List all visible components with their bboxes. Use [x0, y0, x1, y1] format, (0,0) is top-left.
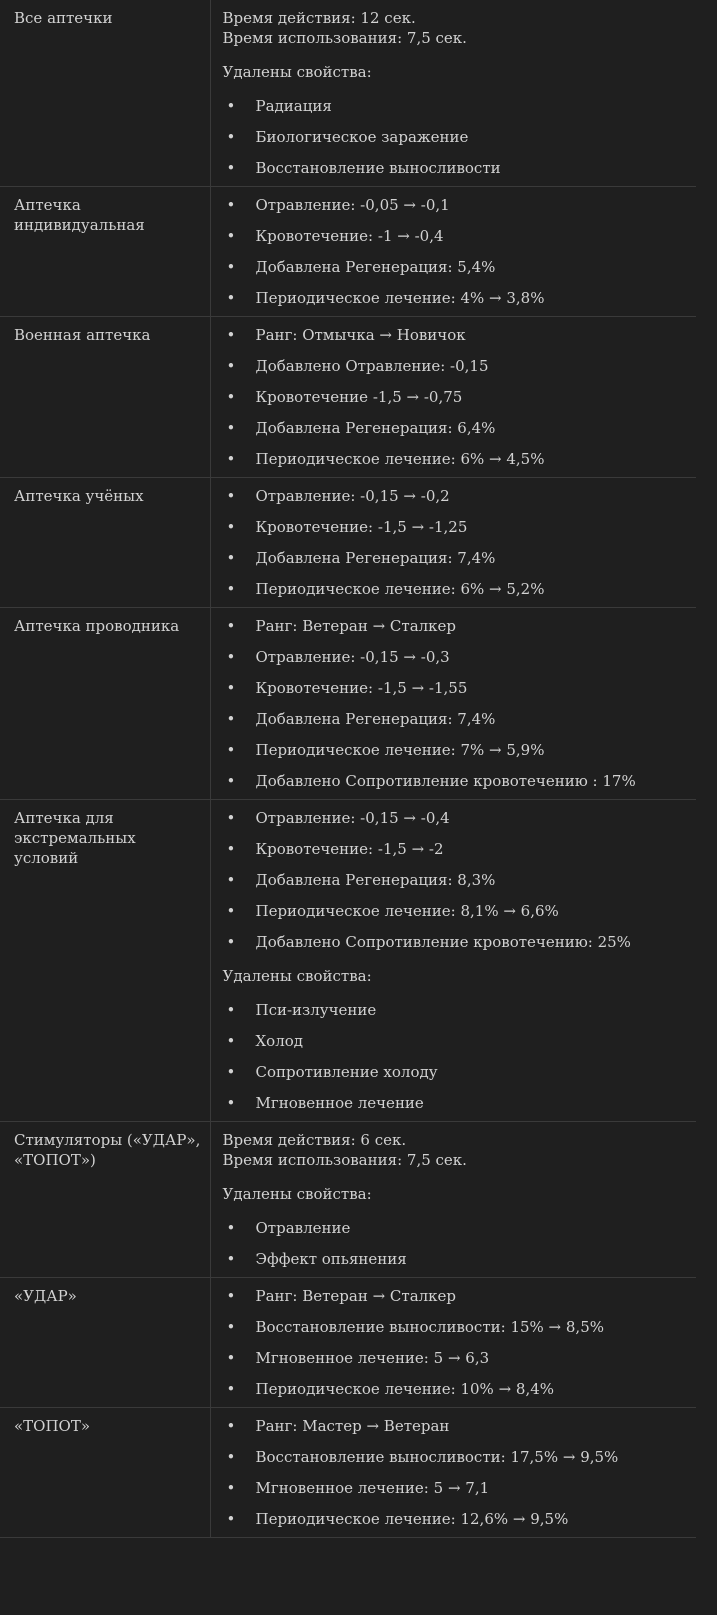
list-item: [223, 1416, 687, 1436]
item-name: Аптечка для экстремальных условий: [14, 809, 136, 867]
table-row: [0, 478, 696, 608]
bullet-icon: •: [226, 1001, 236, 1019]
list-item: [223, 517, 687, 537]
list-item: [223, 486, 687, 506]
item-name: Аптечка индивидуальная: [14, 196, 145, 234]
bullet-icon: •: [226, 1063, 236, 1081]
list-item: [223, 579, 687, 599]
list-item-text: Мгновенное лечение: 5 → 7,1: [255, 1479, 490, 1497]
bullet-icon: •: [226, 871, 236, 889]
changes-list: [223, 616, 687, 791]
bullet-icon: •: [226, 1380, 236, 1398]
bullet-icon: •: [226, 1250, 236, 1268]
list-item: [223, 418, 687, 438]
changes-list: [223, 1286, 687, 1399]
removed-label: Удалены свойства:: [222, 967, 372, 985]
item-name: «УДАР»: [14, 1287, 77, 1305]
list-item: [223, 709, 687, 729]
list-item-text: Кровотечение: -1,5 → -1,25: [255, 518, 468, 536]
bullet-icon: •: [226, 326, 236, 344]
list-item: [223, 808, 687, 828]
list-item-text: Отравление: -0,15 → -0,3: [255, 648, 450, 666]
list-item-text: Мгновенное лечение: [255, 1094, 424, 1112]
list-item: [223, 901, 687, 921]
bullet-icon: •: [226, 840, 236, 858]
table-row: [0, 1408, 696, 1538]
table-row: [0, 1278, 696, 1408]
bullet-icon: •: [226, 450, 236, 468]
list-item-text: Добавлено Отравление: -0,15: [255, 357, 489, 375]
list-item: [223, 870, 687, 890]
list-item: [223, 1000, 687, 1020]
bullet-icon: •: [226, 549, 236, 567]
bullet-icon: •: [226, 388, 236, 406]
list-item: [223, 1218, 687, 1238]
bullet-icon: •: [226, 710, 236, 728]
list-item-text: Восстановление выносливости: 17,5% → 9,5%: [255, 1448, 619, 1466]
list-item: [223, 1062, 687, 1082]
changes-cell: [210, 317, 696, 478]
table-row: [0, 1122, 696, 1278]
table-row: [0, 187, 696, 317]
changes-cell: [210, 800, 696, 1122]
list-item: [223, 1317, 687, 1337]
bullet-icon: •: [226, 487, 236, 505]
item-name-cell: [0, 478, 210, 608]
bullet-icon: •: [226, 933, 236, 951]
timing-line: Время использования: 7,5 сек.: [222, 1151, 467, 1169]
item-name: Аптечка проводника: [14, 617, 180, 635]
list-item-text: Радиация: [255, 97, 332, 115]
list-item-text: Биологическое заражение: [255, 128, 469, 146]
item-name-cell: [0, 608, 210, 800]
list-item-text: Ранг: Мастер → Ветеран: [255, 1417, 450, 1435]
list-item: [223, 288, 687, 308]
bullet-icon: •: [226, 1287, 236, 1305]
bullet-icon: •: [226, 809, 236, 827]
list-item-text: Отравление: -0,15 → -0,2: [255, 487, 450, 505]
bullet-icon: •: [226, 580, 236, 598]
bullet-icon: •: [226, 1349, 236, 1367]
list-item: [223, 932, 687, 952]
list-item-text: Мгновенное лечение: 5 → 6,3: [255, 1349, 490, 1367]
list-item-text: Добавлена Регенерация: 6,4%: [255, 419, 496, 437]
list-item-text: Периодическое лечение: 10% → 8,4%: [255, 1380, 555, 1398]
list-item-text: Восстановление выносливости: 15% → 8,5%: [255, 1318, 605, 1336]
list-item-text: Ранг: Отмычка → Новичок: [255, 326, 466, 344]
list-item: [223, 449, 687, 469]
list-item-text: Ранг: Ветеран → Сталкер: [255, 1287, 457, 1305]
removed-list: [223, 96, 687, 178]
bullet-icon: •: [226, 97, 236, 115]
item-name: Все аптечки: [14, 9, 113, 27]
list-item-text: Кровотечение: -1 → -0,4: [255, 227, 444, 245]
list-item: [223, 1093, 687, 1113]
item-name-cell: [0, 0, 210, 187]
bullet-icon: •: [226, 1094, 236, 1112]
list-item-text: Холод: [255, 1032, 304, 1050]
list-item: [223, 1249, 687, 1269]
list-item-text: Добавлено Сопротивление кровотечению : 17%: [255, 772, 636, 790]
changes-list: [223, 486, 687, 599]
list-item: [223, 839, 687, 859]
list-item: [223, 1348, 687, 1368]
list-item: [223, 1379, 687, 1399]
list-item: [223, 1031, 687, 1051]
item-name: Стимуляторы («УДАР», «ТОПОТ»): [14, 1131, 201, 1169]
list-item-text: Добавлено Сопротивление кровотечению: 25%: [255, 933, 631, 951]
bullet-icon: •: [226, 289, 236, 307]
table-row: [0, 0, 696, 187]
list-item-text: Отравление: [255, 1219, 351, 1237]
bullet-icon: •: [226, 357, 236, 375]
changes-cell: [210, 1278, 696, 1408]
table-row: [0, 608, 696, 800]
bullet-icon: •: [226, 196, 236, 214]
bullet-icon: •: [226, 772, 236, 790]
bullet-icon: •: [226, 159, 236, 177]
bullet-icon: •: [226, 227, 236, 245]
list-item: [223, 1447, 687, 1467]
changes-cell: [210, 187, 696, 317]
bullet-icon: •: [226, 1448, 236, 1466]
timing-line: Время действия: 6 сек.: [222, 1131, 407, 1149]
list-item-text: Периодическое лечение: 12,6% → 9,5%: [255, 1510, 569, 1528]
list-item-text: Ранг: Ветеран → Сталкер: [255, 617, 457, 635]
list-item-text: Добавлена Регенерация: 7,4%: [255, 710, 496, 728]
table-row: [0, 317, 696, 478]
item-name-cell: [0, 800, 210, 1122]
item-name-cell: [0, 317, 210, 478]
bullet-icon: •: [226, 617, 236, 635]
timing-paragraph: [223, 1130, 687, 1170]
list-item: [223, 195, 687, 215]
bullet-icon: •: [226, 1318, 236, 1336]
list-item-text: Отравление: -0,05 → -0,1: [255, 196, 450, 214]
changes-cell: [210, 0, 696, 187]
changes-list: [223, 808, 687, 952]
list-item: [223, 616, 687, 636]
bullet-icon: •: [226, 679, 236, 697]
removed-label: Удалены свойства:: [222, 1185, 372, 1203]
bullet-icon: •: [226, 1219, 236, 1237]
item-name-cell: [0, 187, 210, 317]
list-item-text: Периодическое лечение: 4% → 3,8%: [255, 289, 545, 307]
list-item-text: Кровотечение -1,5 → -0,75: [255, 388, 463, 406]
bullet-icon: •: [226, 518, 236, 536]
item-name: «ТОПОТ»: [14, 1417, 91, 1435]
item-name: Аптечка учёных: [14, 487, 144, 505]
timing-line: Время действия: 12 сек.: [222, 9, 416, 27]
timing-line: Время использования: 7,5 сек.: [222, 29, 467, 47]
list-item: [223, 1478, 687, 1498]
bullet-icon: •: [226, 1032, 236, 1050]
list-item: [223, 548, 687, 568]
list-item: [223, 356, 687, 376]
list-item-text: Кровотечение: -1,5 → -1,55: [255, 679, 468, 697]
bullet-icon: •: [226, 258, 236, 276]
removed-label: Удалены свойства:: [222, 63, 372, 81]
removed-list: [223, 1218, 687, 1269]
list-item-text: Добавлена Регенерация: 5,4%: [255, 258, 496, 276]
list-item-text: Добавлена Регенерация: 8,3%: [255, 871, 496, 889]
changes-list: [223, 1416, 687, 1529]
list-item: [223, 325, 687, 345]
list-item-text: Добавлена Регенерация: 7,4%: [255, 549, 496, 567]
changes-cell: [210, 1122, 696, 1278]
removed-list: [223, 1000, 687, 1113]
list-item: [223, 127, 687, 147]
bullet-icon: •: [226, 648, 236, 666]
list-item: [223, 678, 687, 698]
bullet-icon: •: [226, 419, 236, 437]
list-item-text: Периодическое лечение: 6% → 4,5%: [255, 450, 545, 468]
list-item-text: Пси-излучение: [255, 1001, 377, 1019]
list-item-text: Отравление: -0,15 → -0,4: [255, 809, 450, 827]
changes-cell: [210, 608, 696, 800]
list-item: [223, 1509, 687, 1529]
timing-paragraph: [223, 8, 687, 48]
list-item-text: Периодическое лечение: 8,1% → 6,6%: [255, 902, 559, 920]
list-item: [223, 158, 687, 178]
changes-list: [223, 195, 687, 308]
item-name: Военная аптечка: [14, 326, 151, 344]
bullet-icon: •: [226, 128, 236, 146]
list-item: [223, 771, 687, 791]
list-item: [223, 647, 687, 667]
list-item: [223, 740, 687, 760]
list-item-text: Кровотечение: -1,5 → -2: [255, 840, 444, 858]
changes-cell: [210, 1408, 696, 1538]
bullet-icon: •: [226, 741, 236, 759]
list-item: [223, 226, 687, 246]
list-item: [223, 387, 687, 407]
bullet-icon: •: [226, 1510, 236, 1528]
changes-list: [223, 325, 687, 469]
item-name-cell: [0, 1122, 210, 1278]
item-name-cell: [0, 1278, 210, 1408]
bullet-icon: •: [226, 1479, 236, 1497]
item-name-cell: [0, 1408, 210, 1538]
table-row: [0, 800, 696, 1122]
list-item-text: Периодическое лечение: 7% → 5,9%: [255, 741, 545, 759]
list-item: [223, 1286, 687, 1306]
bullet-icon: •: [226, 902, 236, 920]
list-item: [223, 257, 687, 277]
list-item-text: Восстановление выносливости: [255, 159, 501, 177]
changes-cell: [210, 478, 696, 608]
bullet-icon: •: [226, 1417, 236, 1435]
list-item-text: Эффект опьянения: [255, 1250, 407, 1268]
list-item-text: Периодическое лечение: 6% → 5,2%: [255, 580, 545, 598]
list-item: [223, 96, 687, 116]
list-item-text: Сопротивление холоду: [255, 1063, 438, 1081]
